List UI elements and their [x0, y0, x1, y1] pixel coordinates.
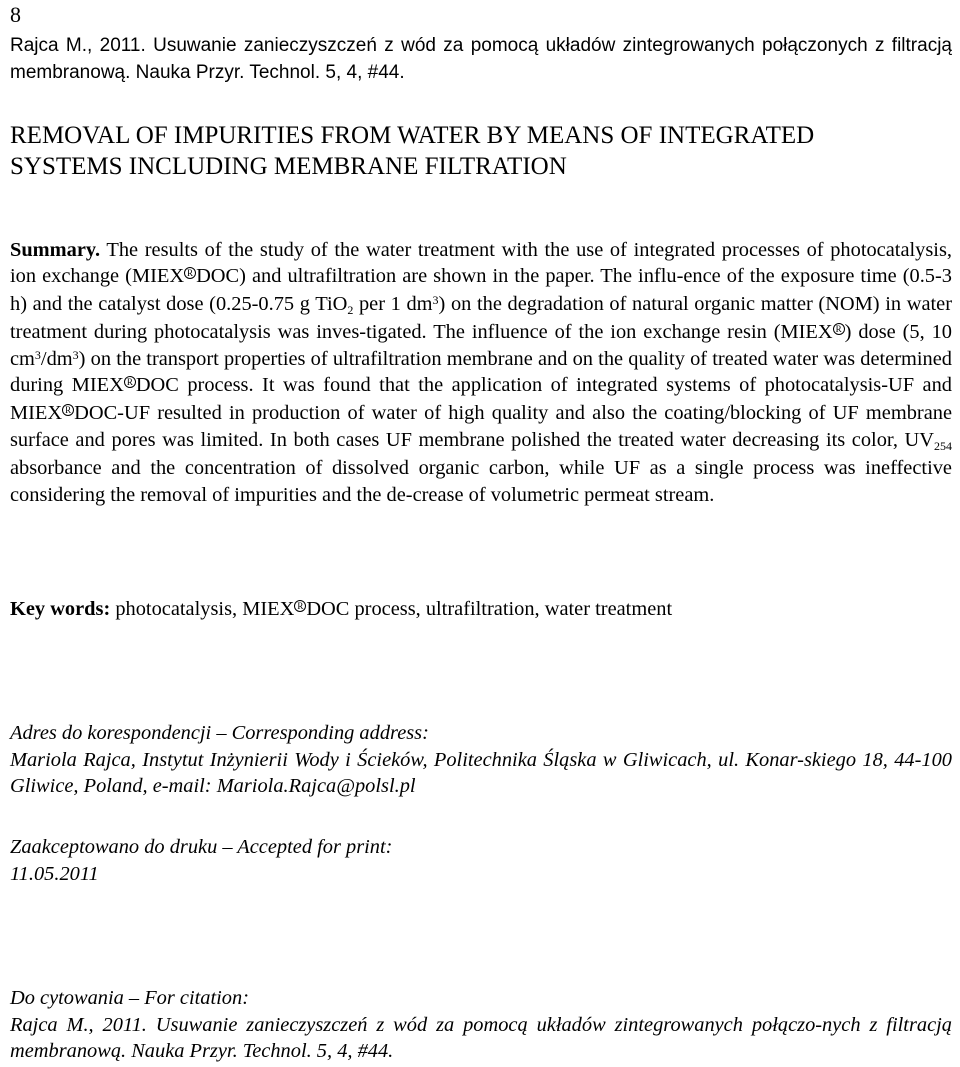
summary-paragraph [10, 237, 952, 508]
citation-heading: Do cytowania – For citation: [10, 987, 249, 1009]
header-citation [10, 32, 952, 86]
for-citation [10, 985, 952, 1065]
accepted-for-print [10, 834, 952, 887]
summary-text-1: The results of the study of the water treatment with the use of integrated processes of photocatalysis, ion exchange (MIEX [10, 239, 952, 288]
registered-mark [294, 598, 306, 612]
registered-mark-text: R [294, 600, 306, 612]
summary-text-4: ) on the degradation of natural organic matter (NOM) in water treatment during photocatalysis was inves-tigated. The influence of the ion exchange resin (MIEX [10, 292, 952, 343]
summary-text-5: ) dose (5, 10 cm [10, 320, 952, 371]
header-citation-line-2: membranową. Nauka Przyr. Technol. 5, 4, #44. [10, 62, 405, 83]
registered-mark [184, 265, 196, 279]
registered-mark [62, 402, 74, 416]
summary-text-6: /dm [40, 348, 73, 371]
correspondence-address [10, 720, 952, 800]
accepted-heading: Zaakceptowano do druku – Accepted for print: [10, 836, 393, 858]
header-citation-line-1: Rajca M., 2011. Usuwanie zanieczyszczeń z wód za pomocą układów zintegrowanych połączonych z filtracją [10, 35, 952, 56]
summary-text-3: per 1 dm [353, 292, 433, 315]
superscript-3: 3 [34, 348, 41, 363]
subscript-2: 2 [347, 302, 354, 317]
summary-text-8: DOC process. It was found that the application of integrated systems of photocatalysis-UF and MIEX [10, 374, 953, 424]
registered-mark-text: R [62, 404, 74, 416]
paper-title-line-2: SYSTEMS INCLUDING MEMBRANE FILTRATION [10, 153, 567, 180]
keywords-text-2: DOC process, ultrafiltration, water treatment [306, 598, 673, 620]
registered-mark [124, 374, 136, 388]
registered-mark-text: R [124, 376, 136, 388]
address-heading: Adres do korespondencji – Corresponding address: [10, 722, 429, 744]
registered-mark-text: R [833, 323, 845, 335]
page-number: 8 [10, 2, 21, 27]
summary-text-9: DOC-UF resulted in production of water of high quality and also the coating/blocking of UF membrane surface and pores was limited. In both cases UF membrane polished the treated water decreasing its color, UV [10, 401, 952, 452]
paper-title-line-1: REMOVAL OF IMPURITIES FROM WATER BY MEANS OF INTEGRATED [10, 122, 815, 149]
summary-text-10: absorbance and the concentration of dissolved organic carbon, while UF as a single process was ineffective considering the removal of impurities and the de-crease of volumetric permeat stream. [10, 457, 952, 506]
citation-text: Rajca M., 2011. Usuwanie zanieczyszczeń z wód za pomocą układów zintegrowanych połączo-nych z filtracją membranową. Nauka Przyr. Technol. 5, 4, #44. [10, 1013, 952, 1062]
registered-mark-text: R [184, 267, 196, 279]
summary-text-2: DOC) and ultrafiltration are shown in the paper. The influ-ence of the exposure time (0.5-3 h) and the catalyst dose (0.25-0.75 g TiO [10, 265, 952, 315]
subscript-254: 254 [934, 439, 952, 454]
registered-mark [833, 321, 845, 335]
keywords-text-1: photocatalysis, MIEX [110, 598, 295, 620]
keywords [10, 596, 952, 623]
address-text: Mariola Rajca, Instytut Inżynierii Wody i Ścieków, Politechnika Śląska w Gliwicach, ul. Konar-skiego 18, 44-100 Gliwice, Poland, e-mail: Mariola.Rajca@polsl.pl [10, 748, 952, 797]
summary-text-7: ) on the transport properties of ultrafiltration membrane and on the quality of treated water was determined during MIEX [10, 348, 952, 397]
accepted-date: 11.05.2011 [10, 862, 99, 885]
superscript-3: 3 [72, 348, 79, 363]
summary-label: Summary. [10, 239, 101, 261]
superscript-3: 3 [432, 292, 439, 307]
paper-title [10, 120, 952, 182]
keywords-label: Key words: [10, 598, 111, 620]
